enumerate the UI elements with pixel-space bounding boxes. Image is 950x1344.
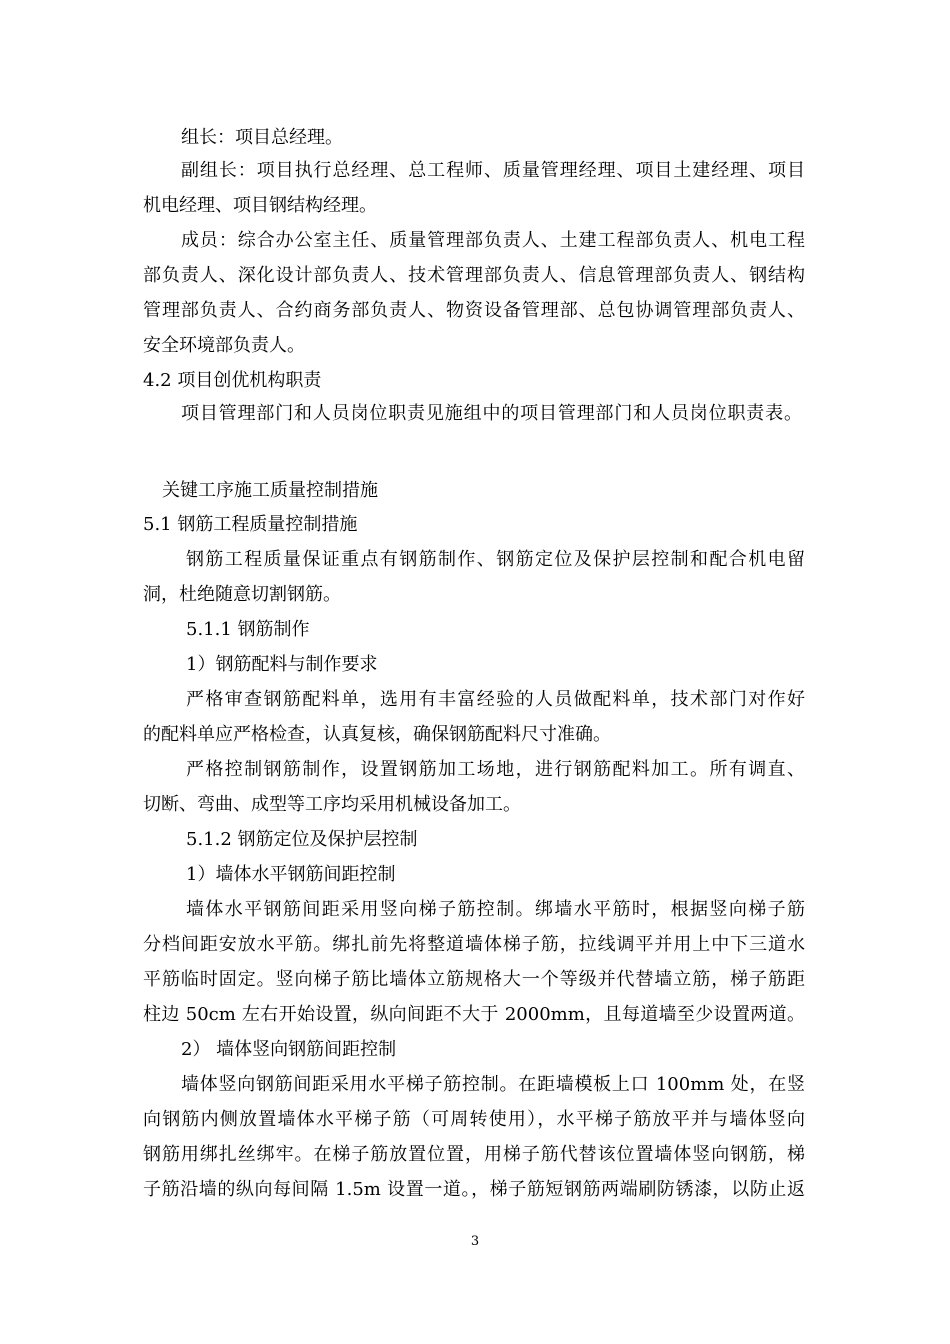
subsection-heading: 5.1.1 钢筋制作	[186, 619, 310, 640]
text-line: 管理部负责人、合约商务部负责人、物资设备管理部、总包协调管理部负责人、	[143, 300, 805, 321]
text-line: 副组长：项目执行总经理、总工程师、质量管理经理、项目土建经理、项目	[181, 160, 805, 181]
page-number: 3	[470, 1234, 480, 1249]
text-line: 部负责人、深化设计部负责人、技术管理部负责人、信息管理部负责人、钢结构	[143, 265, 805, 286]
text-line: 钢筋工程质量保证重点有钢筋制作、钢筋定位及保护层控制和配合机电留	[186, 549, 805, 570]
text-line: 的配料单应严格检查，认真复核，确保钢筋配料尺寸准确。	[143, 724, 611, 745]
text-line: 柱边 50cm 左右开始设置，纵向间距不大于 2000mm，且每道墙至少设置两道。	[143, 1004, 805, 1025]
section-heading: 5.1 钢筋工程质量控制措施	[143, 514, 358, 535]
text-line: 向钢筋内侧放置墙体水平梯子筋（可周转使用），水平梯子筋放平并与墙体竖向	[143, 1109, 805, 1130]
text-line: 严格控制钢筋制作，设置钢筋加工场地，进行钢筋配料加工。所有调直、	[186, 759, 805, 780]
text-line: 切断、弯曲、成型等工序均采用机械设备加工。	[143, 794, 521, 815]
text-line: 严格审查钢筋配料单，选用有丰富经验的人员做配料单，技术部门对作好	[186, 689, 805, 710]
item-heading: 1）钢筋配料与制作要求	[186, 654, 378, 675]
text-line: 平筋临时固定。竖向梯子筋比墙体立筋规格大一个等级并代替墙立筋，梯子筋距	[143, 969, 805, 990]
text-line: 墙体水平钢筋间距采用竖向梯子筋控制。绑墙水平筋时，根据竖向梯子筋	[186, 899, 805, 920]
text-line: 分档间距安放水平筋。绑扎前先将整道墙体梯子筋，拉线调平并用上中下三道水	[143, 934, 805, 955]
text-line: 墙体竖向钢筋间距采用水平梯子筋控制。在距墙模板上口 100mm 处，在竖	[181, 1074, 805, 1095]
subsection-heading: 5.1.2 钢筋定位及保护层控制	[186, 829, 418, 850]
text-line: 洞，杜绝随意切割钢筋。	[143, 584, 341, 605]
text-line: 组长：项目总经理。	[181, 127, 343, 148]
item-heading: 2） 墙体竖向钢筋间距控制	[181, 1039, 397, 1060]
item-heading: 1）墙体水平钢筋间距控制	[186, 864, 396, 885]
text-line: 钢筋用绑扎丝绑牢。在梯子筋放置位置，用梯子筋代替该位置墙体竖向钢筋，梯	[143, 1144, 805, 1165]
section-heading: 4.2 项目创优机构职责	[143, 370, 322, 391]
chapter-heading: 关键工序施工质量控制措施	[162, 480, 378, 501]
text-line: 安全环境部负责人。	[143, 335, 305, 356]
text-line: 成员：综合办公室主任、质量管理部负责人、土建工程部负责人、机电工程	[181, 230, 805, 251]
text-line: 机电经理、项目钢结构经理。	[143, 195, 377, 216]
text-line: 项目管理部门和人员岗位职责见施组中的项目管理部门和人员岗位职责表。	[181, 403, 802, 424]
text-line: 子筋沿墙的纵向每间隔 1.5m 设置一道。，梯子筋短钢筋两端刷防锈漆，以防止返	[143, 1179, 805, 1200]
